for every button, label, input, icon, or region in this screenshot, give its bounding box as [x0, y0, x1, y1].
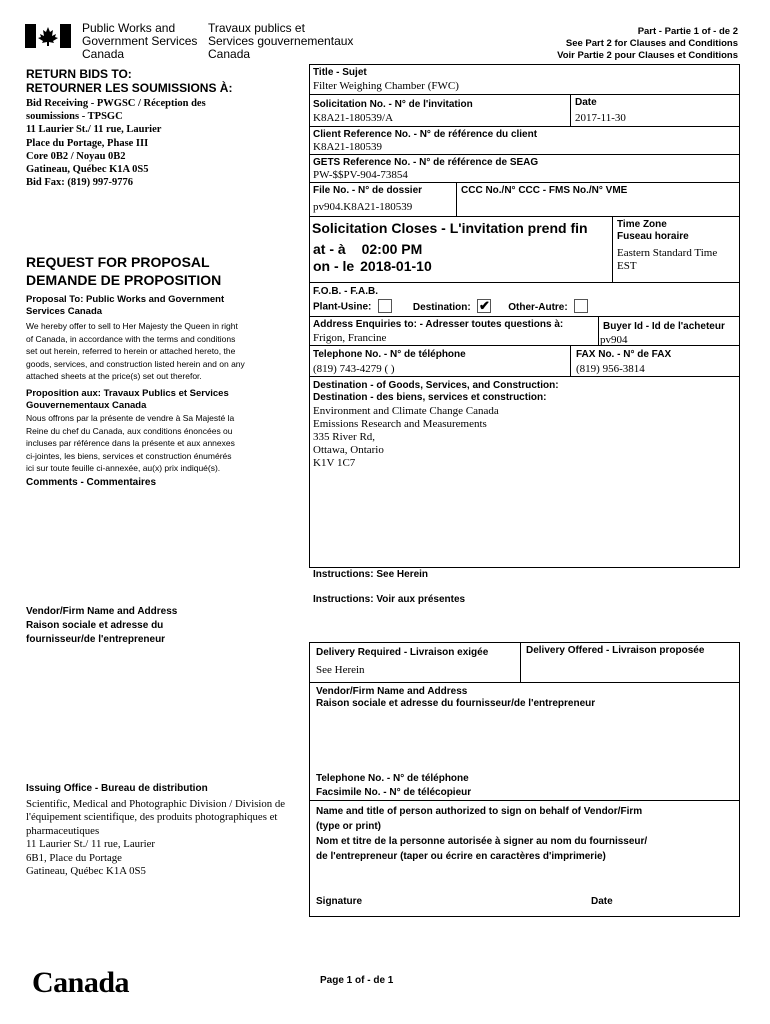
solicitation-value: K8A21-180539/A — [313, 112, 394, 124]
plant-label: Plant-Usine: — [313, 301, 372, 313]
department-name-fr: Travaux publics et Services gouvernementaux Canada — [208, 21, 354, 61]
telephone-value: (819) 743-4279 ( ) — [313, 363, 395, 375]
fax-value: (819) 956-3814 — [576, 363, 645, 375]
vendor-firm-label-left: Vendor/Firm Name and Address Raison sociale et adresse du fournisseur/de l'entrepreneur — [26, 606, 178, 645]
rfp-title: REQUEST FOR PROPOSAL DEMANDE DE PROPOSITION — [26, 254, 222, 288]
closing-time-value: 02:00 PM — [361, 241, 423, 257]
ccc-label: CCC No./N° CCC - FMS No./N° VME — [461, 185, 628, 196]
at-label: at - à — [313, 241, 346, 257]
other-label: Other-Autre: — [508, 301, 568, 313]
destination-heading: Destination - of Goods, Services, and Construction: Destination - des biens, services et construction: — [313, 380, 559, 403]
delivery-offered-label[interactable]: Delivery Offered - Livraison proposée — [526, 645, 705, 656]
file-value: pv904.K8A21-180539 — [313, 201, 413, 213]
date-value: 2017-11-30 — [575, 112, 626, 124]
comments-label: Comments - Commentaires — [26, 477, 157, 488]
closing-date — [313, 258, 432, 275]
plant-checkbox[interactable] — [378, 299, 392, 313]
instructions-fr: Instructions: Voir aux présentes — [313, 594, 466, 605]
signature-label[interactable]: Signature — [316, 896, 363, 907]
closing-date-value: 2018-01-10 — [360, 258, 432, 274]
client-ref-label: Client Reference No. - N° de référence du client — [313, 129, 538, 140]
fax-label: FAX No. - N° de FAX — [576, 349, 672, 360]
file-label: File No. - N° de dossier — [313, 185, 423, 196]
issuing-office-address: Scientific, Medical and Photographic Division / Division de l'équipement scientifique, des produits photographiques et pharmaceutiques 11 Laurier St./ 11 rue, Laurier 6B1, Place du Portage Gatineau, Québec K1A 0S5 — [26, 798, 286, 878]
client-ref-value: K8A21-180539 — [313, 141, 383, 153]
solicitation-label: Solicitation No. - N° de l'invitation — [313, 99, 473, 110]
authorized-person-label[interactable]: Name and title of person authorized to sign on behalf of Vendor/Firm (type or print) Nom et titre de la personne autorisée à signer au nom du fournisseur/ de l'entrepreneur (taper ou écrire en caractères d'imprimerie) — [316, 806, 648, 862]
buyer-id-label: Buyer Id - Id de l'acheteur — [603, 321, 725, 332]
return-bids-heading: RETURN BIDS TO: RETOURNER LES SOUMISSIONS À: — [26, 67, 233, 95]
proposal-to-text: We hereby offer to sell to Her Majesty the Queen in right of Canada, in accordance with the terms and conditions set out herein, referred to herein or attached hereto, the goods, services, and construction listed herein and on any attached sheets at the price(s) set out therefor. — [26, 321, 245, 381]
vendor-phone-label[interactable]: Telephone No. - N° de téléphone Facsimile No. - N° de télécopieur — [316, 773, 472, 798]
destination-address: Environment and Climate Change Canada Emissions Research and Measurements 335 River Rd, Ottawa, Ontario K1V 1C7 — [313, 405, 499, 469]
department-name-en: Public Works and Government Services Canada — [82, 21, 198, 61]
other-checkbox[interactable] — [574, 299, 588, 313]
part-indicator: Part - Partie 1 of - de 2 See Part 2 for Clauses and Conditions Voir Partie 2 pour Clauses et Conditions — [557, 26, 738, 61]
fob-options — [313, 300, 588, 314]
delivery-required-label: Delivery Required - Livraison exigée — [316, 647, 489, 658]
delivery-required-value: See Herein — [316, 664, 365, 676]
telephone-label: Telephone No. - N° de téléphone — [313, 349, 466, 360]
page-number: Page 1 of - de 1 — [320, 975, 394, 986]
instructions-en: Instructions: See Herein — [313, 569, 429, 580]
signature-date-label[interactable]: Date — [591, 896, 613, 907]
issuing-office-label: Issuing Office - Bureau de distribution — [26, 783, 208, 794]
vendor-firm-label[interactable]: Vendor/Firm Name and Address Raison sociale et adresse du fournisseur/de l'entrepreneur — [316, 686, 596, 709]
title-value: Filter Weighing Chamber (FWC) — [313, 80, 459, 92]
address-enquiries-value: Frigon, Francine — [313, 332, 387, 344]
destination-label: Destination: — [412, 301, 471, 313]
proposition-label: Proposition aux: Travaux Publics et Services Gouvernementaux Canada — [26, 388, 229, 411]
proposal-to-label: Proposal To: Public Works and Government Services Canada — [26, 294, 225, 317]
fob-label: F.O.B. - F.A.B. — [313, 286, 378, 297]
title-label: Title - Sujet — [313, 67, 367, 78]
return-bids-address: Bid Receiving - PWGSC / Réception des soumissions - TPSGC 11 Laurier St./ 11 rue, Laurier Place du Portage, Phase III Core 0B2 / Noyau 0B2 Gatineau, Québec K1A 0S5 Bid Fax: (819) 997-9776 — [26, 98, 206, 189]
solicitation-closes-label: Solicitation Closes - L'invitation prend fin — [312, 220, 588, 236]
buyer-id-value: pv904 — [600, 334, 628, 346]
date-label: Date — [575, 97, 597, 108]
gets-value: PW-$$PV-904-73854 — [313, 169, 408, 181]
gets-label: GETS Reference No. - N° de référence de SEAG — [313, 157, 539, 168]
on-label: on - le — [313, 258, 355, 274]
canada-flag-icon — [25, 24, 71, 48]
canada-wordmark: Canada — [32, 966, 130, 999]
closing-time — [313, 241, 422, 258]
time-zone-label: Time Zone Fuseau horaire — [617, 219, 689, 242]
proposition-text: Nous offrons par la présente de vendre à Sa Majesté la Reine du chef du Canada, aux conditions énoncées ou incluses par référence dans la présente et aux annexes ci-jointes, les biens, services et construction énumérés ici sur toute feuille ci-annexée, au(x) prix indiqué(s). — [26, 413, 235, 473]
time-zone-value: Eastern Standard Time EST — [617, 247, 718, 272]
destination-checkbox[interactable]: ✔ — [479, 298, 490, 313]
address-enquiries-label: Address Enquiries to: - Adresser toutes questions à: — [313, 319, 564, 330]
